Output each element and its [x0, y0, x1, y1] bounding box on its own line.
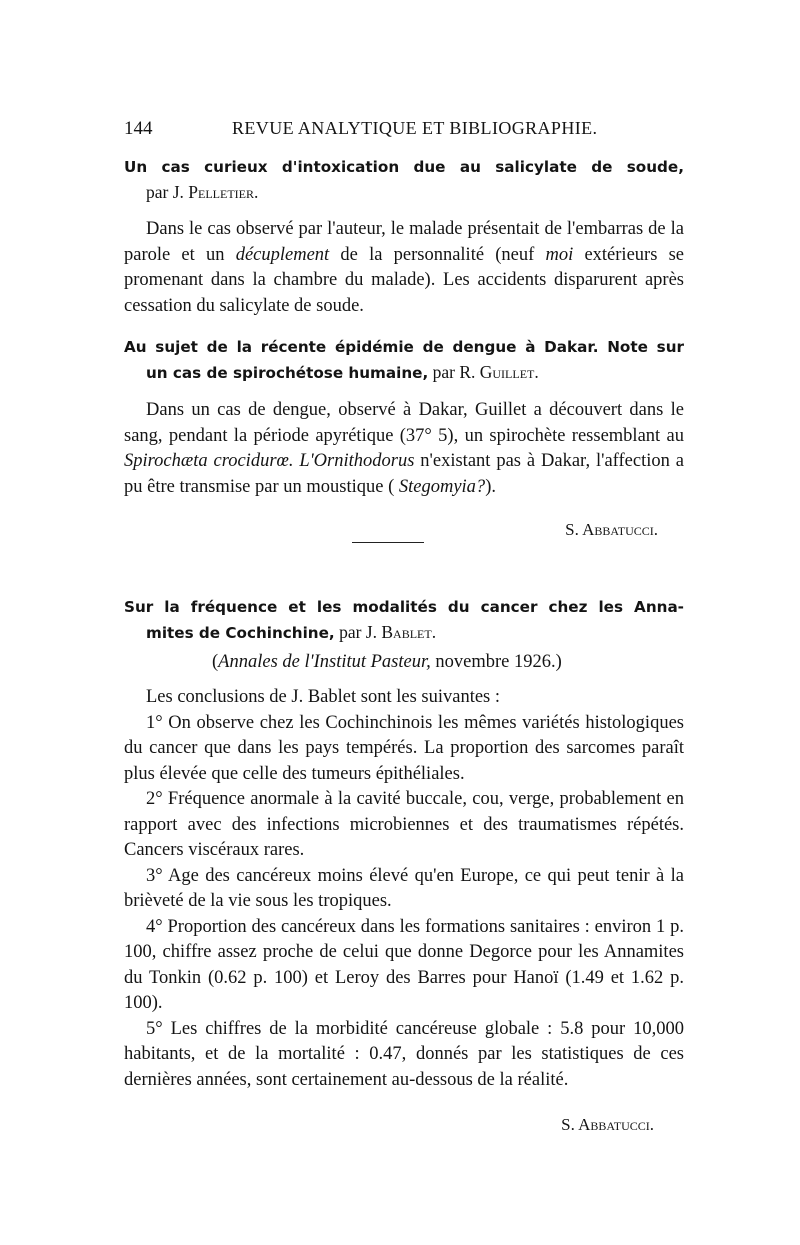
article-byline — [146, 180, 684, 205]
text-run: Dans le cas observé par l'auteur, le malade présentait de l'embarras de la parole et un — [124, 219, 684, 265]
byline-prefix: par J. — [334, 622, 382, 642]
text-run: de la personnalité (neuf — [329, 244, 546, 265]
journal-title: Annales de l'Institut Pasteur, — [218, 652, 431, 672]
text-run: ). — [485, 476, 496, 497]
emphasis: décuplement — [235, 244, 330, 265]
article-title: Au sujet de la récente épidémie de dengue à Dakar. Note sur — [124, 338, 684, 356]
text-run: Dans un cas de dengue, observé à Dakar, Guillet a découvert dans le sang, pendant la période apyrétique (37° 5), un spirochète ressemblant au — [124, 400, 684, 446]
article-paragraph — [124, 217, 684, 319]
conclusion-point-5: 5° Les chiffres de la morbidité cancéreuse globale : 5.8 pour 10,000 habitants, et de la mortalité : 0.47, donnés par les statistiques de ces dernières années, sont certainement au-dessous de la réalité. — [124, 1018, 684, 1090]
section-divider — [352, 542, 424, 543]
conclusion-point-1: 1° On observe chez les Cochinchinois les mêmes variétés histologiques du cancer que dans les pays tempérés. La proportion des sarcomes paraît plus élevée que celle des tumeurs épithéliales. — [124, 712, 684, 784]
conclusion-point-4: 4° Proportion des cancéreux dans les formations sanitaires : environ 1 p. 100, chiffre assez proche de celui que donne Degorce pour les Annamites du Tonkin (0.62 p. 100) et Leroy des Barres pour Hanoï (1.49 et 1.62 p. 100). — [124, 916, 684, 1013]
author-name: Guillet. — [479, 362, 539, 382]
emphasis: moi — [545, 244, 574, 265]
article-title: Un cas curieux d'intoxication due au salicylate de soude, — [124, 158, 684, 176]
article-dengue — [124, 335, 684, 540]
page-header — [124, 118, 684, 142]
article-title: Sur la fréquence et les modalités du cancer chez les Anna- — [124, 598, 684, 616]
article-title-continued: mites de Cochinchine, — [146, 624, 335, 642]
text-run: novembre 1926.) — [430, 652, 562, 672]
article-cancer — [124, 595, 684, 1135]
running-title: REVUE ANALYTIQUE ET BIBLIOGRAPHIE. — [232, 118, 598, 138]
byline-prefix: par J. — [146, 182, 189, 202]
text-run: extérieurs se promenant dans la chambre du malade). Les accidents disparurent après cessation du salicylate de soude. — [124, 244, 685, 316]
intro-paragraph: Les conclusions de J. Bablet sont les suivantes : — [146, 687, 501, 707]
signature: S. Abbatucci. — [561, 1115, 654, 1134]
page-number: 144 — [124, 118, 153, 139]
author-name: Bablet. — [381, 622, 437, 642]
article-byline — [146, 360, 684, 386]
author-name: Pelletier. — [188, 182, 259, 202]
emphasis: L'Ornithodorus — [299, 451, 415, 471]
conclusion-point-3: 3° Age des cancéreux moins élevé qu'en Europe, ce qui peut tenir à la brièveté de la vie sous les tropiques. — [124, 865, 684, 911]
text-run: ( — [212, 652, 219, 672]
source-citation — [124, 650, 684, 675]
text-run: n'existant pas à Dakar, l'affection a pu être transmise par un moustique ( — [124, 451, 684, 497]
emphasis: Stegomyia? — [398, 476, 486, 497]
byline-prefix: par R. — [428, 362, 480, 382]
article-byline — [146, 620, 684, 646]
article-title-continued: un cas de spirochétose humaine, — [146, 364, 429, 382]
conclusion-point-2: 2° Fréquence anormale à la cavité buccale, cou, verge, probablement en rapport avec des infections microbiennes et des traumatismes répétés. Cancers viscéraux rares. — [124, 789, 684, 860]
emphasis: Spirochæta crocidurœ. — [124, 451, 294, 471]
article-salicylate — [124, 155, 684, 319]
signature: S. Abbatucci. — [565, 520, 658, 539]
article-paragraph — [124, 398, 684, 500]
